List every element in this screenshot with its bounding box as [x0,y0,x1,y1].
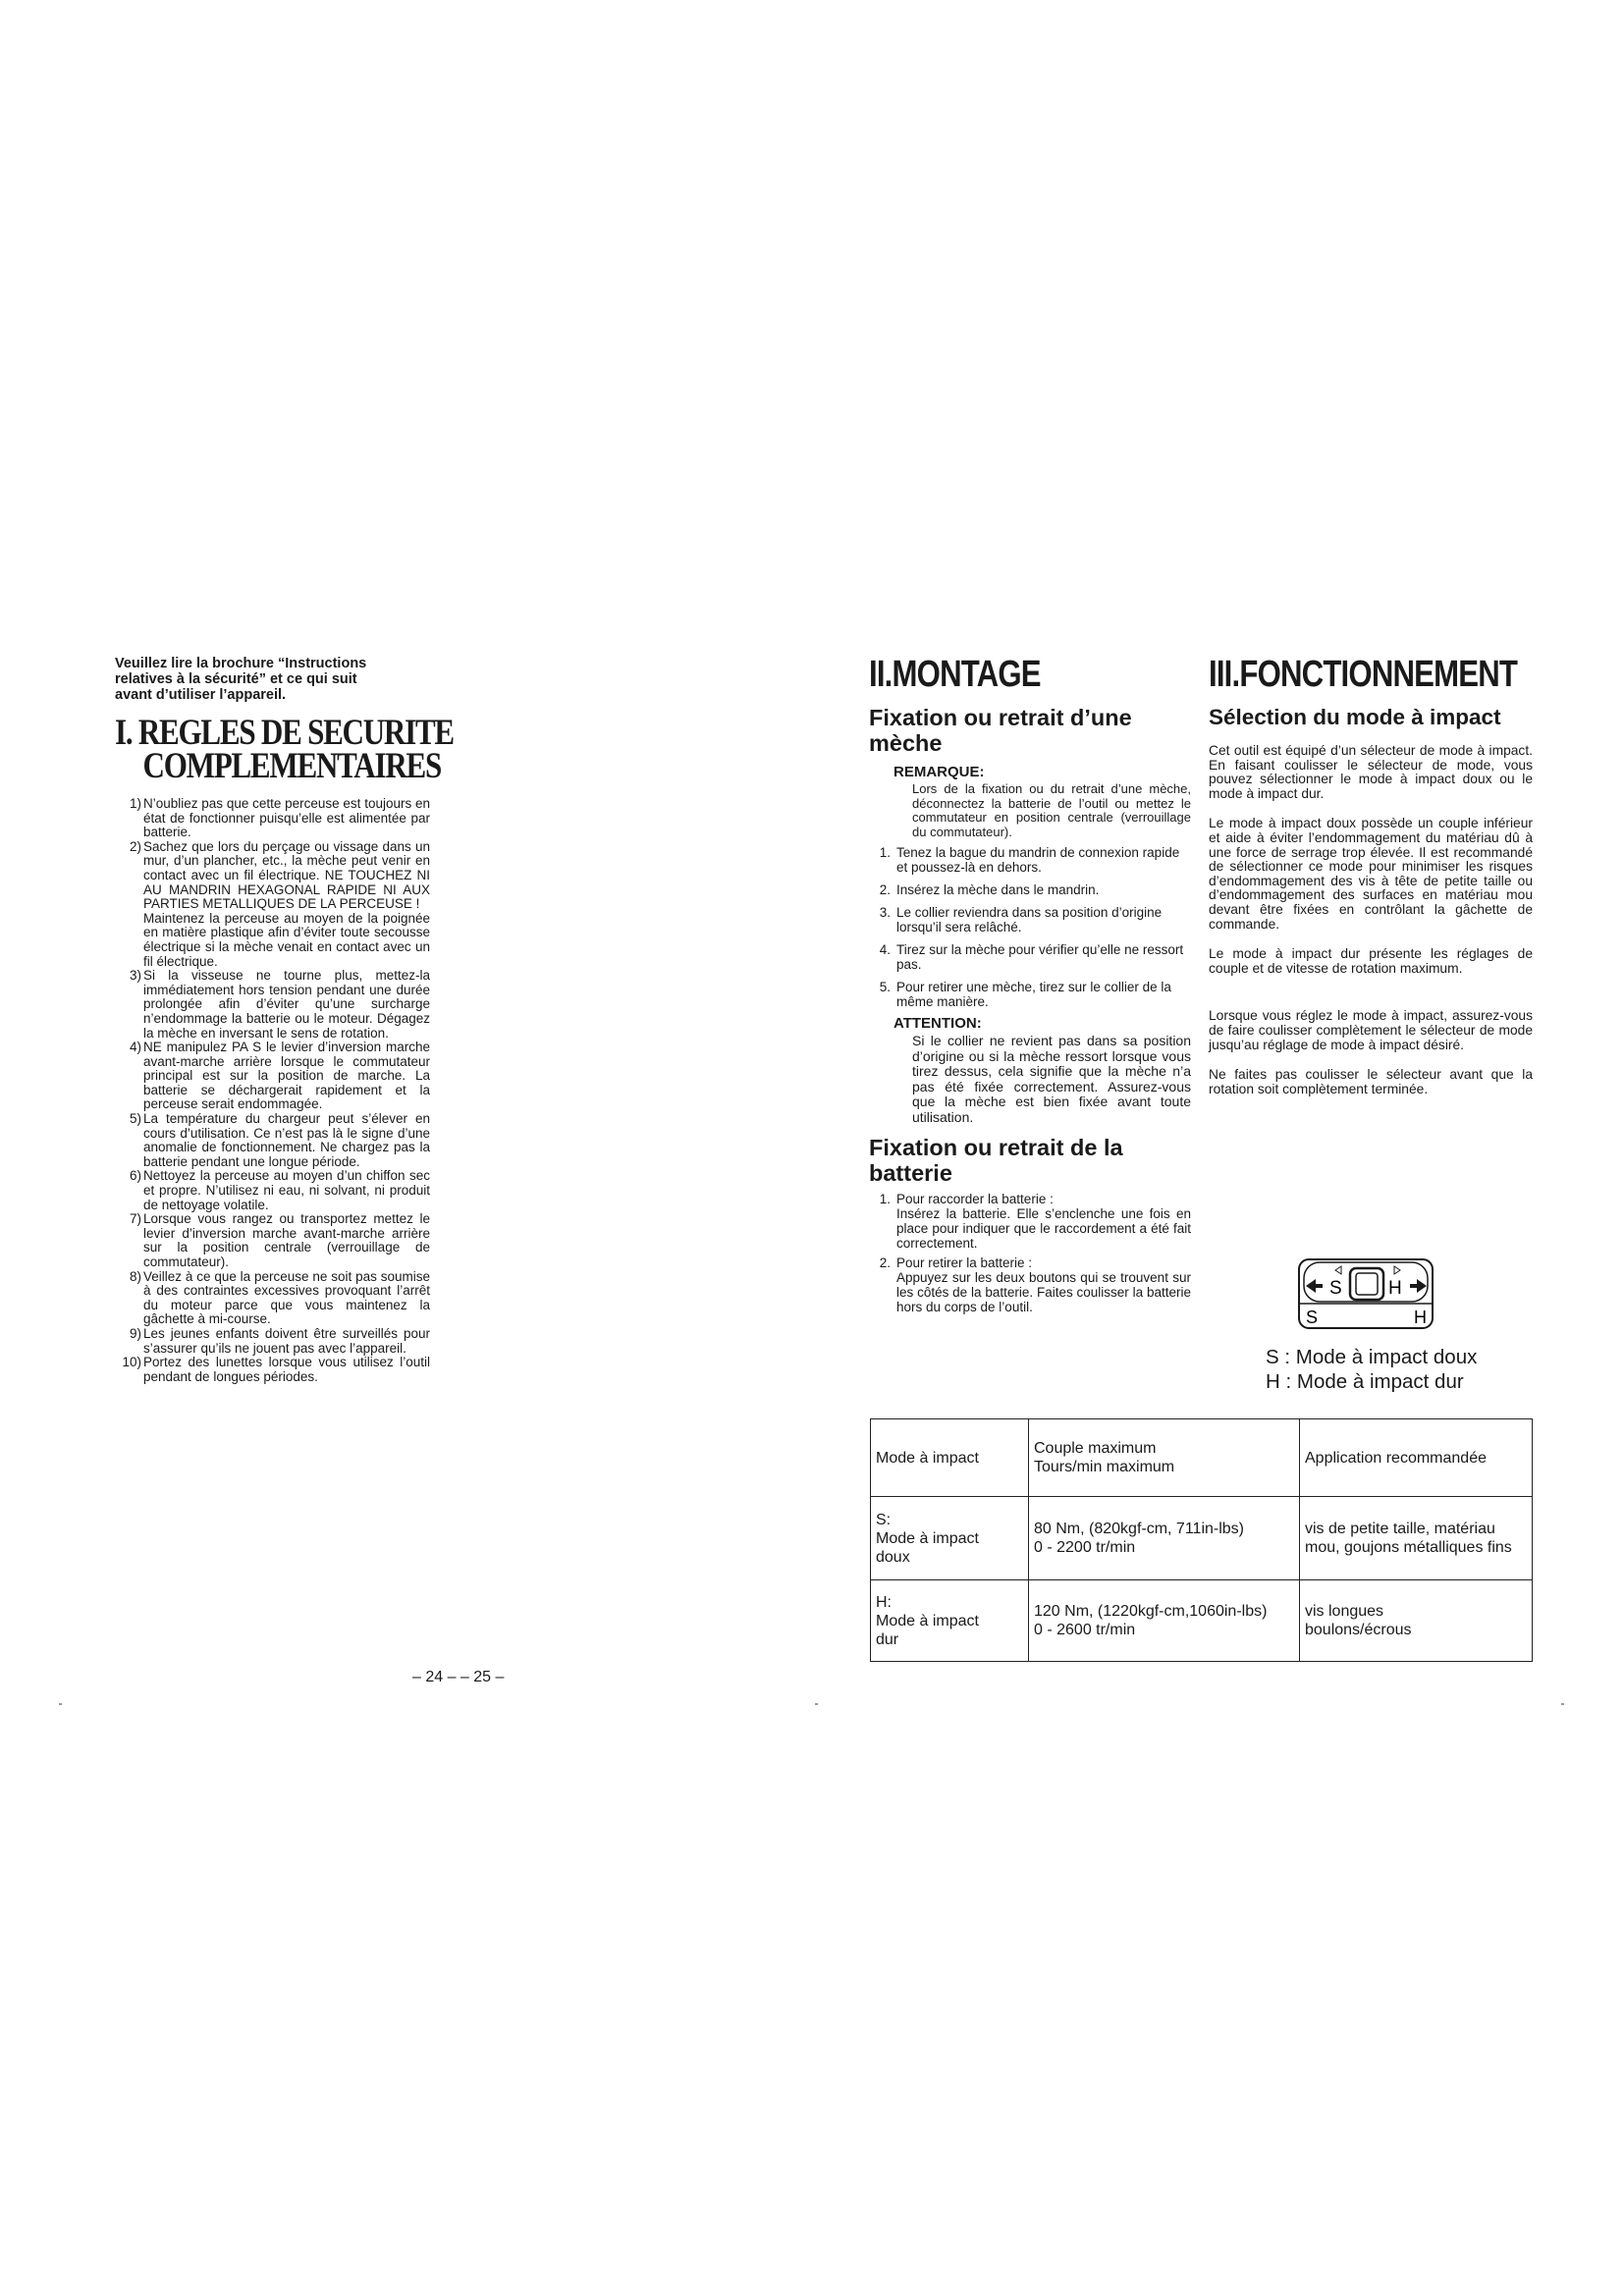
rule-number: 4) [129,1040,141,1055]
impact-mode-table [870,1418,1533,1662]
rule-item [115,1327,430,1356]
rule-text: Veillez à ce que la perceuse ne soit pas soumise à des contraintes excessives provoquant l’arrêt du moteur parce que vous maintenez la gâchette à mi-course. [143,1268,430,1327]
mode-cell [871,1580,1029,1662]
remark-label: REMARQUE: [893,764,985,780]
rule-item [115,969,430,1041]
rule-text: NE manipulez PA S le levier d’inversion marche avant-marche arrière lorsque le commutateur principal est sur la position de marche. La batterie se déchargerait rapidement et la perceuse serait endommagée. [143,1040,430,1112]
rule-item [115,1041,430,1112]
rule-text: Si la visseuse ne tourne plus, mettez-la immédiatement hors tension pendant une durée prolongée afin d’éviter qu’une surcharge n’endommage la batterie ou le moteur. Dégagez la mèche en inversant le sens de rotation. [143,968,430,1041]
rule-text: Portez des lunettes lorsque vous utilisez l’outil pendant de longues périodes. [143,1355,430,1384]
rule-text: N’oubliez pas que cette perceuse est toujours en état de fonctionner puisqu’elle est alimentée par batterie. [143,796,430,840]
step-item [869,905,1191,934]
step-text: Tenez la bague du mandrin de connexion rapide et poussez-là en dehors. [896,845,1180,875]
rule-number: 9) [129,1325,141,1341]
step-item [869,845,1191,875]
cell-line: doux [876,1548,910,1566]
header-cell: Mode à impact [871,1419,1029,1497]
header-cell-line: Tours/min maximum [1034,1459,1175,1475]
mode-legend [1266,1345,1477,1394]
rule-text: Nettoyez la perceuse au moyen d’un chiffon sec et propre. N’utilisez ni eau, ni solvant, ni produit de nettoyage volatile. [143,1168,430,1212]
intro-line: avant d’utiliser l’appareil. [115,687,287,703]
battery-steps-list [869,1192,1191,1314]
cell-line: H: [876,1593,892,1611]
bit-steps-list [869,845,1191,1009]
safety-rules-title [115,713,454,786]
step-item [869,980,1191,1009]
step-heading: Pour retirer la batterie : [896,1255,1033,1270]
paragraph: Le mode à impact dur présente les réglages de couple et de vitesse de rotation maximum. [1209,946,1533,976]
attention-label: ATTENTION: [893,1015,982,1032]
crop-mark [815,1703,818,1705]
montage-title: II.MONTAGE [869,654,1041,695]
step-number: 3. [879,905,891,920]
rule-number: 1) [129,796,141,811]
cell-line: S: [876,1511,892,1528]
arrow-right-stem [1410,1284,1418,1288]
rule-number: 8) [129,1268,141,1284]
step-text: Insérez la batterie. Elle s’enclenche une fois en place pour indiquer que le raccordement a été fait correctement. [896,1206,1191,1251]
remark-text: Lors de la fixation ou du retrait d’une mèche, déconnectez la batterie de l’outil ou mettez le commutateur en position centrale (verrouillage du commutateur). [912,781,1191,839]
rule-number: 3) [129,968,141,984]
header-cell: Application recommandée [1300,1419,1533,1497]
rule-number: 10) [122,1355,141,1370]
intro-line: Veuillez lire la brochure “Instructions [115,656,367,671]
cell-line: 80 Nm, (820kgf-cm, 711in-lbs) [1034,1521,1244,1537]
bit-subtitle: Fixation ou retrait d’une mèche [869,705,1132,756]
step-text: Appuyez sur les deux boutons qui se trouvent sur les côtés de la batterie. Faites coulisser la batterie hors du corps de l’outil. [896,1270,1191,1314]
header-cell [1029,1419,1300,1497]
rule-item [115,1169,430,1212]
step-number: 4. [879,942,891,957]
step-text: Insérez la mèche dans le mandrin. [896,882,1100,897]
rule-item [115,1270,430,1327]
rule-text: Sachez que lors du perçage ou vissage dans un mur, d’un plancher, etc., la mèche peut venir en contact avec un fil électrique. NE TOUCHEZ NI AU MANDRIN HEXAGONAL RAPIDE NI AUX PARTIES METALLIQUES DE LA PERCEUSE ! [143,838,430,912]
intro-line: relatives à la sécurité” et ce qui suit [115,671,357,687]
rule-item [115,1356,430,1384]
step-number: 1. [879,1192,891,1206]
step-number: 2. [879,1255,891,1270]
rule-item [115,1212,430,1269]
left-column [115,656,454,1384]
selector-frame [1299,1259,1433,1328]
cell-line: Mode à impact [876,1612,979,1629]
step-text: Tirez sur la mèche pour vérifier qu’elle ne ressort pas. [896,942,1184,972]
paragraph: Cet outil est équipé d’un sélecteur de mode à impact. En faisant coulisser le sélecteur de mode, vous pouvez sélectionner le mode à impact doux ou le mode à impact dur. [1209,743,1533,801]
rule-item [115,1112,430,1169]
cell-line: Mode à impact [876,1529,979,1547]
intro-note [115,656,430,703]
right-column [1209,656,1533,1112]
selector-h-label: H [1388,1278,1402,1299]
step-item [869,942,1191,972]
application-cell [1300,1580,1533,1662]
application-cell [1300,1497,1533,1580]
title-line: I. REGLES DE SECURITE [115,713,454,753]
rule-number: 5) [129,1111,141,1127]
mode-selector-diagram [1296,1256,1435,1335]
arrow-right-icon [1417,1279,1427,1293]
step-number: 2. [879,882,891,897]
battery-step [869,1192,1191,1251]
cell-line: vis longues [1305,1603,1384,1620]
legend-item: H : Mode à impact dur [1266,1370,1464,1393]
fonctionnement-title: III.FONCTIONNEMENT [1209,654,1518,695]
table-header-row [871,1419,1533,1497]
cell-line: boulons/écrous [1305,1622,1412,1638]
cell-line: 120 Nm, (1220kgf-cm,1060in-lbs) [1034,1603,1268,1620]
legend-item: S : Mode à impact doux [1266,1346,1478,1368]
selector-s-bottom-label: S [1306,1308,1319,1327]
arrow-left-icon [1306,1279,1316,1293]
step-heading: Pour raccorder la batterie : [896,1192,1054,1206]
specs-cell [1029,1580,1300,1662]
mode-cell [871,1497,1029,1580]
step-text: Le collier reviendra dans sa position d’origine lorsqu’il sera relâché. [896,905,1163,934]
triangle-right-icon [1394,1266,1400,1274]
paragraph: Le mode à impact doux possède un couple inférieur et aide à éviter l’endommagement du matériau dû à une force de serrage trop élevée. Il est recommandé de sélectionner ce mode pour minimiser les risques d’endommagement des vis à tête de petite taille ou d’endommagement des surfaces en matériau mou devant être fixées en contrôlant la gâchette de commande. [1209,816,1533,932]
page-numbers: – 24 – – 25 – [412,1669,505,1685]
rule-text: Lorsque vous rangez ou transportez mettez le levier d’inversion marche avant-marche arrière sur la position centrale (verrouillage de commutateur). [143,1211,430,1269]
impact-mode-subtitle: Sélection du mode à impact [1209,705,1501,729]
rule-number: 7) [129,1211,141,1227]
crop-mark [59,1703,62,1705]
crop-mark [1561,1703,1564,1705]
selector-h-bottom-label: H [1414,1308,1427,1327]
step-text: Pour retirer une mèche, tirez sur le collier de la même manière. [896,980,1171,1009]
rule-text: Les jeunes enfants doivent être surveillés pour s’assurer qu’ils ne jouent pas avec l’appareil. [143,1325,430,1356]
battery-step [869,1255,1191,1314]
battery-subtitle: Fixation ou retrait de la batterie [869,1135,1123,1186]
rule-text: La température du chargeur peut s’élever en cours d’utilisation. Ce n’est pas là le signe d’une anomalie de fonctionnement. Ne chargez pas la batterie pendant une longue période. [143,1111,430,1169]
rule-item [115,797,430,840]
rule-text: Maintenez la perceuse au moyen de la poignée en matière plastique afin d’éviter toute secousse électrique si la mèche venait en contact avec un fil électrique. [143,910,430,969]
step-number: 5. [879,980,891,994]
cell-line: mou, goujons métalliques fins [1305,1539,1512,1556]
rule-item [115,840,430,912]
rule-number: 2) [129,838,141,854]
cell-line: 0 - 2600 tr/min [1034,1622,1136,1638]
cell-line: dur [876,1630,899,1648]
safety-rules-list [115,797,430,1384]
table-row [871,1497,1533,1580]
table-row [871,1580,1533,1662]
paragraph: Lorsque vous réglez le mode à impact, assurez-vous de faire coulisser complètement le sélecteur de mode jusqu’au réglage de mode à impact désiré. [1209,1008,1533,1052]
paragraph: Ne faites pas coulisser le sélecteur avant que la rotation soit complètement terminée. [1209,1067,1533,1096]
cell-line: 0 - 2200 tr/min [1034,1539,1136,1556]
header-cell-line: Couple maximum [1034,1440,1157,1457]
triangle-left-icon [1335,1266,1341,1274]
middle-column [869,656,1191,1319]
selector-slider-inner [1356,1273,1378,1295]
step-number: 1. [879,845,891,860]
arrow-left-stem [1315,1284,1323,1288]
cell-line: vis de petite taille, matériau [1305,1521,1495,1537]
step-item [869,882,1191,897]
title-line: COMPLEMENTAIRES [142,746,441,786]
selector-s-label: S [1329,1278,1342,1299]
specs-cell [1029,1497,1300,1580]
rule-item [115,912,430,969]
attention-text: Si le collier ne revient pas dans sa position d’origine ou si la mèche ressort lorsque vous tirez dessus, cela signifie que la mèche n’a pas été fixée correctement. Assurez-vous que la mèche est bien fixée avant toute utilisation. [912,1033,1191,1125]
rule-number: 6) [129,1168,141,1184]
